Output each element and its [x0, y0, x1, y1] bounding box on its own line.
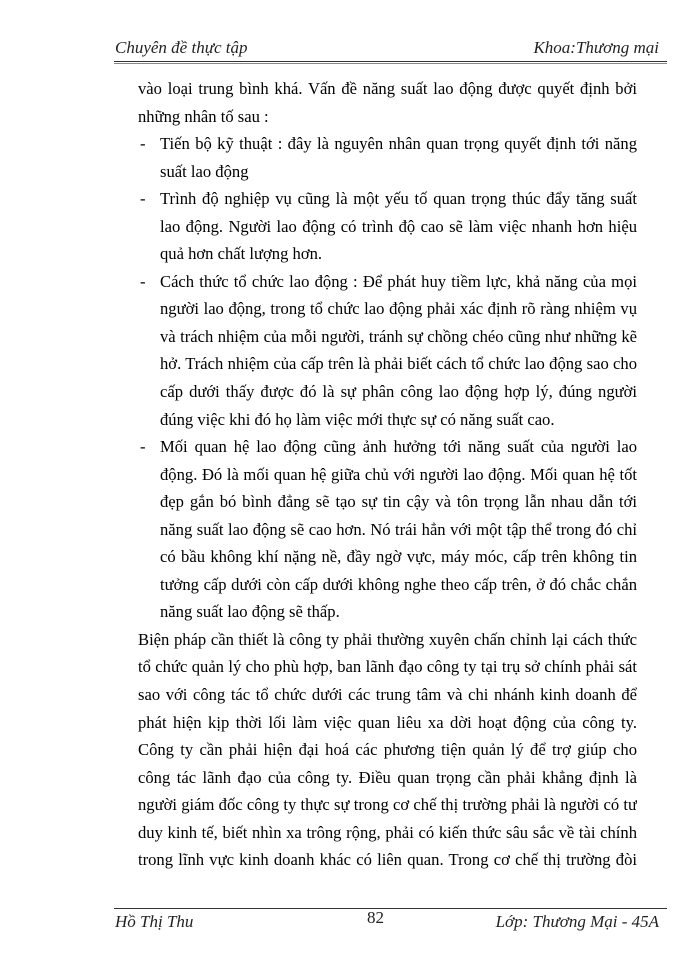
footer-author: Hồ Thị Thu	[115, 912, 194, 931]
line-text: cấp dưới thấy được đó là sự phân công lao động hợp lý, đúng người	[160, 382, 637, 402]
paragraph-line	[0, 846, 700, 874]
line-text: có bầu không khí nặng nề, đầy ngờ vực, máy móc, cấp trên không tin	[160, 547, 637, 567]
line-text: động. Đó là mối quan hệ giữa chủ với người lao động. Mối quan hệ tốt	[160, 464, 637, 484]
footer-class: Lớp: Thương Mại - 45A	[495, 912, 659, 931]
bullet-line	[0, 461, 700, 489]
footer-rule	[114, 908, 667, 909]
page-number: 82	[367, 908, 384, 927]
line-text: công tác lãnh đạo của công ty. Điều quan trọng cần phải khẳng định là	[138, 767, 637, 787]
bullet-line	[0, 488, 700, 516]
paragraph-line	[0, 764, 700, 792]
line-text: lao động. Người lao động có trình độ cao sẽ làm việc nhanh hơn hiệu	[160, 216, 637, 236]
line-text: trong lĩnh vực kinh doanh khác có liên quan. Trong cơ chế thị trường đòi	[138, 850, 637, 870]
document-body	[0, 75, 700, 874]
paragraph-line	[0, 791, 700, 819]
paragraph-line	[0, 681, 700, 709]
paragraph-line	[0, 819, 700, 847]
header-rule	[114, 61, 667, 64]
paragraph-line	[0, 75, 700, 103]
line-text: suất lao động	[160, 161, 249, 181]
bullet-line	[0, 350, 700, 378]
line-text: sao với công tác tổ chức dưới các trung tâm và chi nhánh kinh doanh để	[138, 685, 637, 705]
line-text: người giám đốc công ty thực sự trong cơ chế thị trường phải là người có tư	[138, 795, 637, 815]
line-text: đẹp gắn bó bình đẳng sẽ tạo sự tin cậy và tôn trọng lẫn nhau dẫn tới	[160, 492, 637, 512]
paragraph-line	[0, 626, 700, 654]
bullet-marker: -	[140, 134, 146, 154]
line-text: tưởng cấp dưới còn cấp dưới không nghe theo cấp trên, ở đó chắc chắn	[160, 574, 637, 594]
bullet-line	[0, 295, 700, 323]
bullet-line	[0, 543, 700, 571]
paragraph-line	[0, 653, 700, 681]
bullet-line	[0, 571, 700, 599]
line-text: duy kinh tế, biết nhìn xa trông rộng, phải có kiến thức sâu sắc về tài chính	[138, 822, 637, 842]
line-text: và trách nhiệm của mỗi người, tránh sự chồng chéo cũng như những kẽ	[160, 326, 637, 346]
bullet-line	[0, 130, 700, 158]
line-text: hở. Trách nhiệm của cấp trên là phải biết cách tổ chức lao động sao cho	[160, 354, 637, 374]
line-text: Cách thức tổ chức lao động : Để phát huy tiềm lực, khả năng của mọi	[160, 271, 637, 291]
line-text: Tiến bộ kỹ thuật : đây là nguyên nhân quan trọng quyết định tới năng	[160, 134, 637, 154]
bullet-line	[0, 158, 700, 186]
bullet-line	[0, 433, 700, 461]
header-left: Chuyên đề thực tập	[115, 38, 248, 57]
line-text: phát hiện kịp thời lối làm việc quan liêu xa dời hoạt động của công ty.	[138, 712, 637, 732]
line-text: Mối quan hệ lao động cũng ảnh hưởng tới năng suất của người lao	[160, 437, 637, 457]
bullet-line	[0, 268, 700, 296]
line-text: đúng việc khi đó họ làm việc mới thực sự có năng suất cao.	[160, 409, 555, 429]
line-text: quả hơn chất lượng hơn.	[160, 244, 323, 264]
line-text: năng suất lao động sẽ cao hơn. Nó trái hẳn với một tập thể trong đó chỉ	[160, 519, 637, 539]
bullet-line	[0, 598, 700, 626]
bullet-line	[0, 516, 700, 544]
line-text: những nhân tố sau :	[138, 106, 269, 126]
paragraph-line	[0, 736, 700, 764]
line-text: năng suất lao động sẽ thấp.	[160, 602, 340, 622]
paragraph-line	[0, 103, 700, 131]
bullet-marker: -	[140, 271, 146, 291]
bullet-line	[0, 406, 700, 434]
bullet-line	[0, 240, 700, 268]
paragraph-line	[0, 709, 700, 737]
line-text: vào loại trung bình khá. Vấn đề năng suất lao động được quyết định bởi	[138, 79, 637, 98]
header-right: Khoa:Thương mại	[533, 38, 659, 57]
line-text: Công ty cần phải hiện đại hoá các phương tiện quản lý để trợ giúp cho	[138, 740, 637, 760]
bullet-marker: -	[140, 437, 146, 457]
bullet-line	[0, 213, 700, 241]
line-text: tổ chức quản lý cho phù hợp, ban lãnh đạo công ty tại trụ sở chính phải sát	[138, 657, 637, 677]
line-text: người lao động, trong tổ chức lao động phải xác định rõ ràng nhiệm vụ	[160, 299, 637, 319]
line-text: Trình độ nghiệp vụ cũng là một yếu tố quan trọng thúc đẩy tăng suất	[160, 189, 637, 209]
bullet-marker: -	[140, 189, 146, 209]
page-header	[115, 38, 667, 60]
bullet-line	[0, 378, 700, 406]
bullet-line	[0, 185, 700, 213]
line-text: Biện pháp cần thiết là công ty phải thường xuyên chấn chỉnh lại cách thức	[138, 629, 637, 649]
bullet-line	[0, 323, 700, 351]
